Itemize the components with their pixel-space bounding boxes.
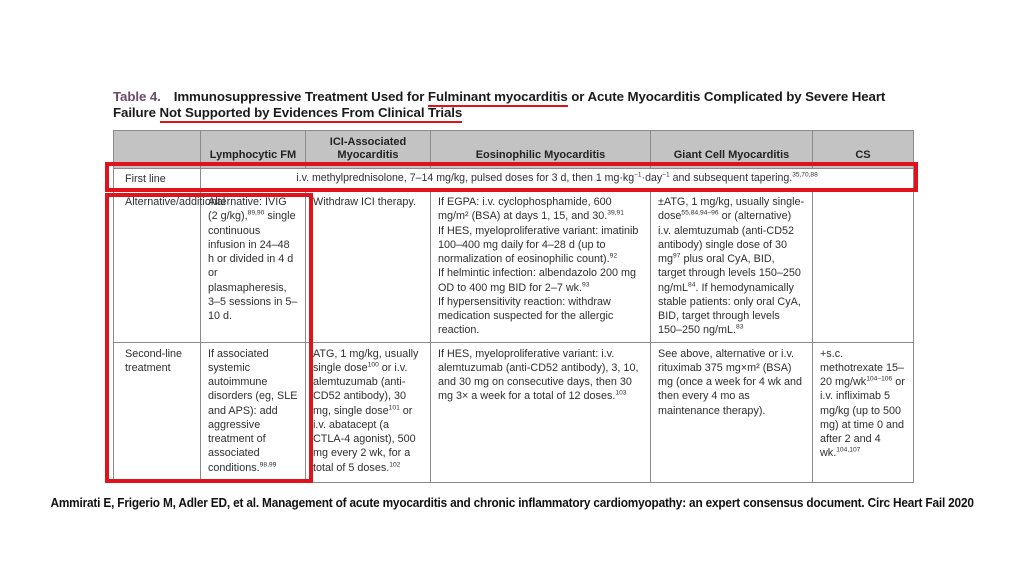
cell-second-line-lymphocytic-fm: If associated systemic autoimmune disorders (eg, SLE and APS): add aggressive treatment of associated conditions.$^{98,99}$	[201, 342, 306, 482]
table-title-text: Immunosuppressive Treatment Used for Fulminant myocarditis or Acute Myocarditis Complicated by Severe Heart Failure Not Supported by Evidences From Clinical Trials	[113, 89, 885, 123]
table-header-row	[114, 131, 914, 169]
column-header-lymphocytic-fm: Lymphocytic FM	[201, 131, 306, 169]
row-label-second-line-treatment: Second-line treatment	[114, 342, 201, 482]
cell-alternative-giant-cell: ±ATG, 1 mg/kg, usually single-dose$^{55,84,94-96}$ or (alternative) i.v. alemtuzumab (anti-CD52 antibody) single dose of 30 $mg^{97}$ plus oral CyA, BID, target through levels 150–250 $ng/mL^{84}$. If hemodynamically stable patients: only oral CyA, BID, target through levels 150–250 ng/mL.$^{83}$	[651, 191, 813, 343]
column-header-eosinophilic-myocarditis: Eosinophilic Myocarditis	[431, 131, 651, 169]
cell-alternative-eosinophilic: If EGPA: i.v. cyclophosphamide, 600 mg/m² (BSA) at days 1, 15, and 30.$^{39,91}$ If HES, myeloproliferative variant: imatinib 100–400 mg daily for 4–28 d (up to normalization of eosinophilic count).$^{92}$ If helmintic infection: albendazolo 200 mg OD to 400 mg BID for 2–7 wk.$^{93}$ If hypersensitivity reaction: withdraw medication suspected for the allergic reaction.	[431, 191, 651, 343]
table-title	[113, 89, 925, 121]
table-row-alternative	[114, 191, 914, 343]
cell-second-line-giant-cell: See above, alternative or i.v. rituximab 375 mg×m² (BSA) mg (once a week for 4 wk and then every 4 mo as maintenance therapy).	[651, 342, 813, 482]
column-header-giant-cell-myocarditis: Giant Cell Myocarditis	[651, 131, 813, 169]
row-label-first-line: First line	[114, 169, 201, 191]
column-header-ici-associated-myocarditis: ICI-Associated Myocarditis	[306, 131, 431, 169]
cell-alternative-lymphocytic-fm: Alternative: IVIG (2 g/kg),$^{89,90}$ single continuous infusion in 24–48 h or divided in 4 d or plasmapheresis, 3–5 sessions in 5–10 d.	[201, 191, 306, 343]
table-number-label: Table 4.	[113, 89, 161, 104]
cell-alternative-cs	[813, 191, 914, 343]
treatment-table	[113, 130, 914, 483]
column-header-cs: CS	[813, 131, 914, 169]
table-row-second-line	[114, 342, 914, 482]
cell-second-line-cs: +s.c. methotrexate 15–20 $mg/wk^{104-106}$ or i.v. infliximab 5 mg/kg (up to 500 mg) at time 0 and after 2 and 4 wk.$^{104,107}$	[813, 342, 914, 482]
table-row-first-line	[114, 169, 914, 191]
cell-second-line-ici: ATG, 1 mg/kg, usually single dose$^{100}$ or i.v. alemtuzumab (anti-CD52 antibody), 30 mg, single dose$^{101}$ or i.v. abatacept (a CTLA-4 agonist), 500 mg every 2 wk, for a total of 5 doses.$^{102}$	[306, 342, 431, 482]
row-label-alternative-additional: Alternative/additional	[114, 191, 201, 343]
cell-first-line-treatment: i.v. methylprednisolone, 7–14 mg/kg, pulsed doses for 3 d, then 1 $mg\cdot kg^{-1}\cdot day^{-1}$ and subsequent tapering.$^{35,70,88}$	[201, 169, 914, 191]
cell-alternative-ici: Withdraw ICI therapy.	[306, 191, 431, 343]
citation-container	[0, 494, 1024, 512]
column-header-blank	[114, 131, 201, 169]
cell-second-line-eosinophilic: If HES, myeloproliferative variant: i.v. alemtuzumab (anti-CD52 antibody), 3, 10, and 30 mg on consecutive days, then 30 mg 3× a week for a total of 12 doses.$^{103}$	[431, 342, 651, 482]
citation: Ammirati E, Frigerio M, Adler ED, et al. Management of acute myocarditis and chronic inflammatory cardiomyopathy: an expert consensus document. Circ Heart Fail 2020	[50, 496, 974, 510]
